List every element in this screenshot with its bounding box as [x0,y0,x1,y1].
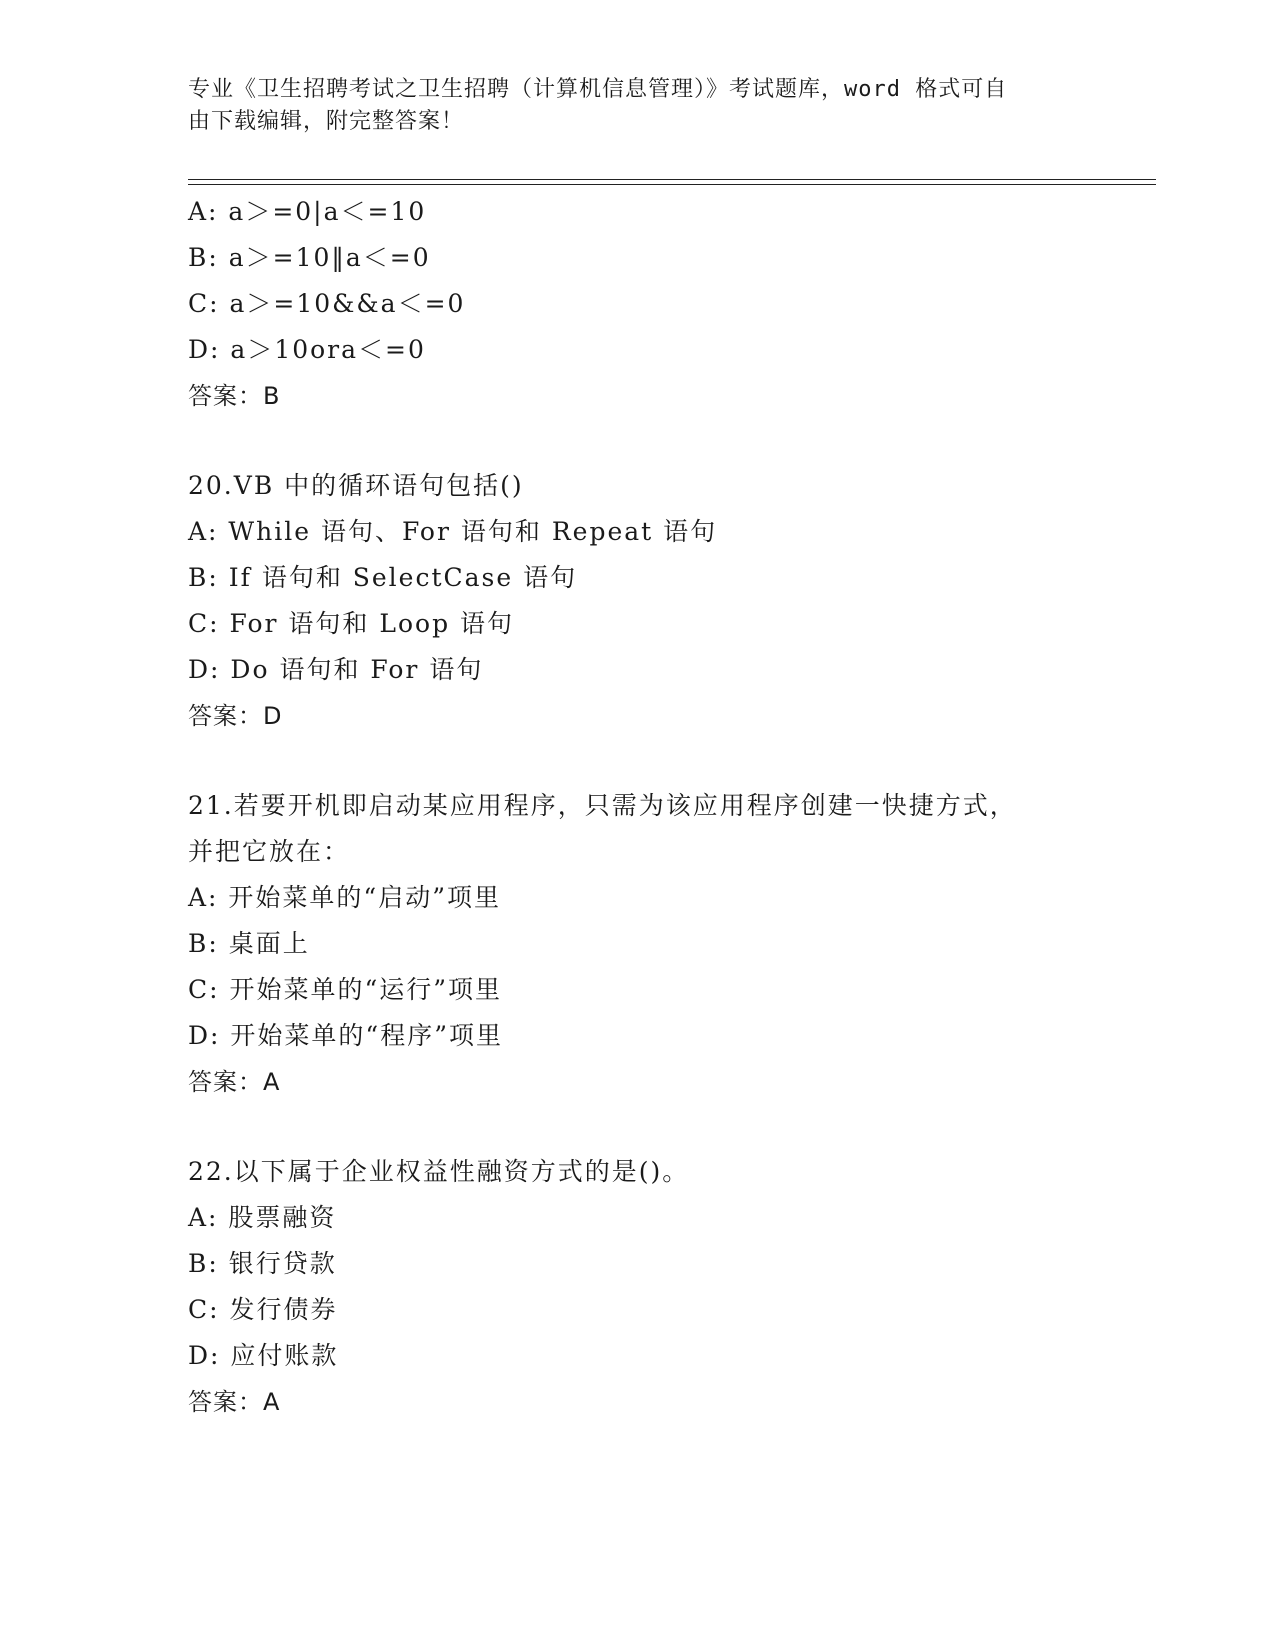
option-a: A: While 语句、For 语句和 Repeat 语句 [188,517,718,546]
option-d: D: Do 语句和 For 语句 [188,655,484,684]
option-b: B: 银行贷款 [188,1249,337,1278]
option-a: A: 股票融资 [188,1203,337,1232]
question-20 [188,463,1156,739]
option-d: D: a＞10ora＜=0 [188,335,426,364]
question-19 [188,189,1156,419]
question-21 [188,783,1156,1105]
option-b: B: 桌面上 [188,929,310,958]
question-list [188,189,1156,1425]
question-stem-line-1: 21.若要开机即启动某应用程序，只需为该应用程序创建一快捷方式， [188,791,1017,820]
question-22 [188,1149,1156,1425]
option-b: B: a＞=10‖a＜=0 [188,243,431,272]
question-stem: 22.以下属于企业权益性融资方式的是()。 [188,1157,690,1186]
option-b: B: If 语句和 SelectCase 语句 [188,563,578,592]
document-header [188,74,1088,138]
option-d: D: 应付账款 [188,1341,339,1370]
answer: 答案：A [188,1068,281,1096]
option-c: C: 开始菜单的“运行”项里 [188,975,503,1004]
option-d: D: 开始菜单的“程序”项里 [188,1021,503,1050]
option-a: A: a＞=0|a＜=10 [188,197,427,226]
option-c: C: a＞=10&&a＜=0 [188,289,466,318]
option-c: C: 发行债券 [188,1295,338,1324]
header-line-2: 由下载编辑，附完整答案！ [188,109,465,134]
header-divider-bottom [188,184,1156,185]
answer: 答案：B [188,382,281,410]
answer: 答案：D [188,702,283,730]
option-c: C: For 语句和 Loop 语句 [188,609,515,638]
question-stem: 20.VB 中的循环语句包括() [188,471,524,500]
header-divider-top [188,179,1156,180]
answer: 答案：A [188,1388,281,1416]
question-stem-line-2: 并把它放在： [188,837,351,866]
header-line-1: 专业《卫生招聘考试之卫生招聘（计算机信息管理）》考试题库，word 格式可自 [188,77,1008,102]
option-a: A: 开始菜单的“启动”项里 [188,883,501,912]
